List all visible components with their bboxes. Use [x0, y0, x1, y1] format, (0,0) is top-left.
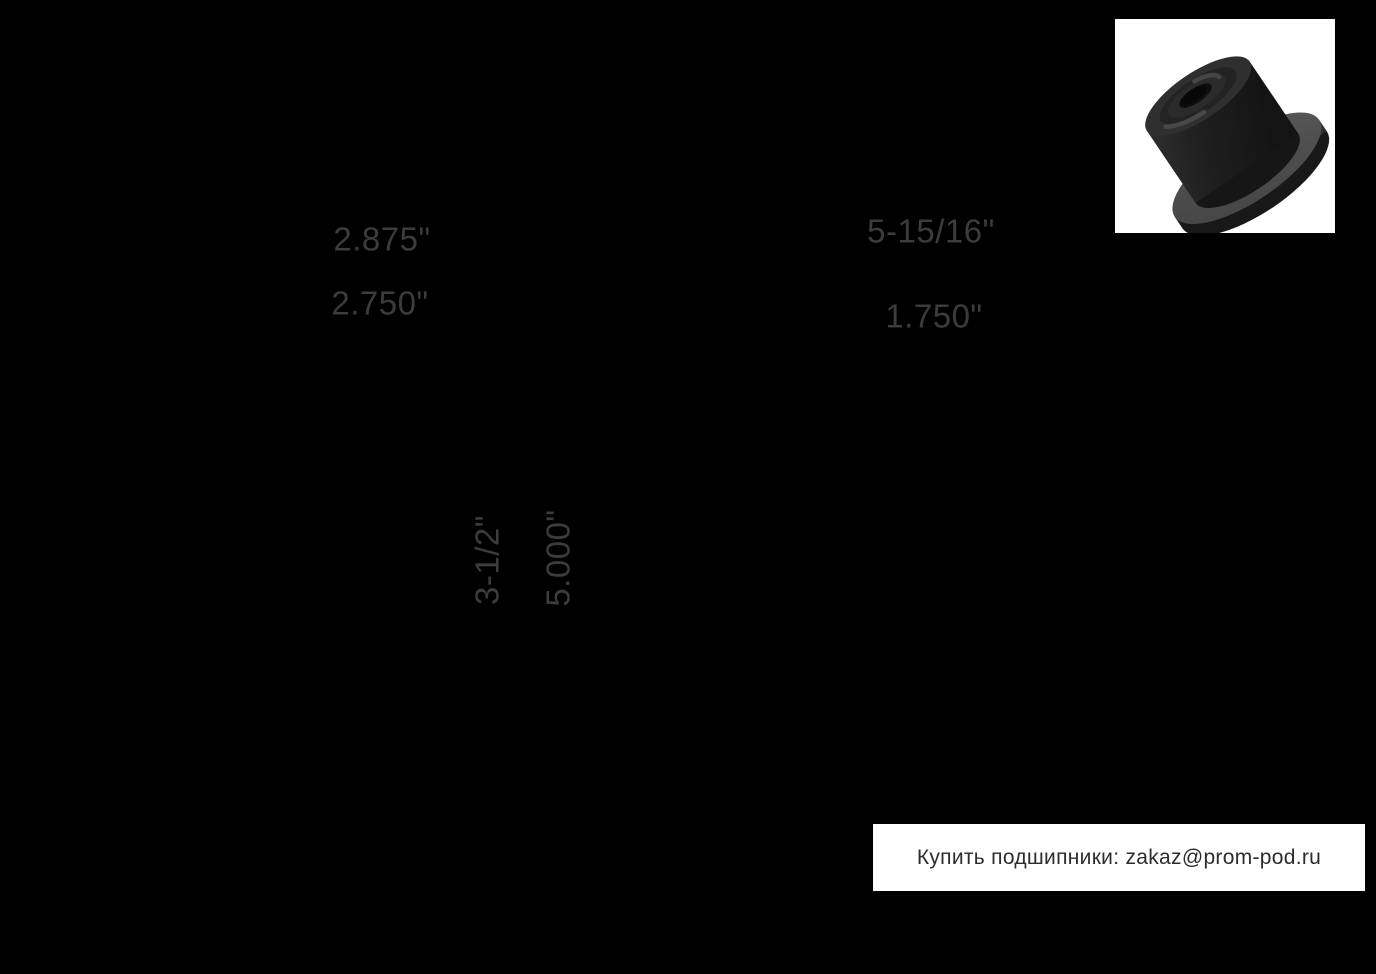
- flanged-bearing-icon: [1115, 19, 1335, 233]
- contact-text: Купить подшипники: zakaz@prom-pod.ru: [916, 845, 1322, 869]
- product-photo-panel: [1115, 19, 1335, 233]
- dim-hub-width: 3-1/2": [468, 515, 506, 605]
- dim-flange-diameter: 2.875": [333, 220, 431, 258]
- dim-overall-width: 5-15/16": [867, 212, 995, 250]
- dim-outer-diameter: 2.750": [331, 284, 429, 322]
- dim-wheel-height: 5.000": [539, 509, 577, 607]
- dim-bore-diameter: 1.750": [885, 297, 983, 335]
- contact-bar: [873, 824, 1365, 891]
